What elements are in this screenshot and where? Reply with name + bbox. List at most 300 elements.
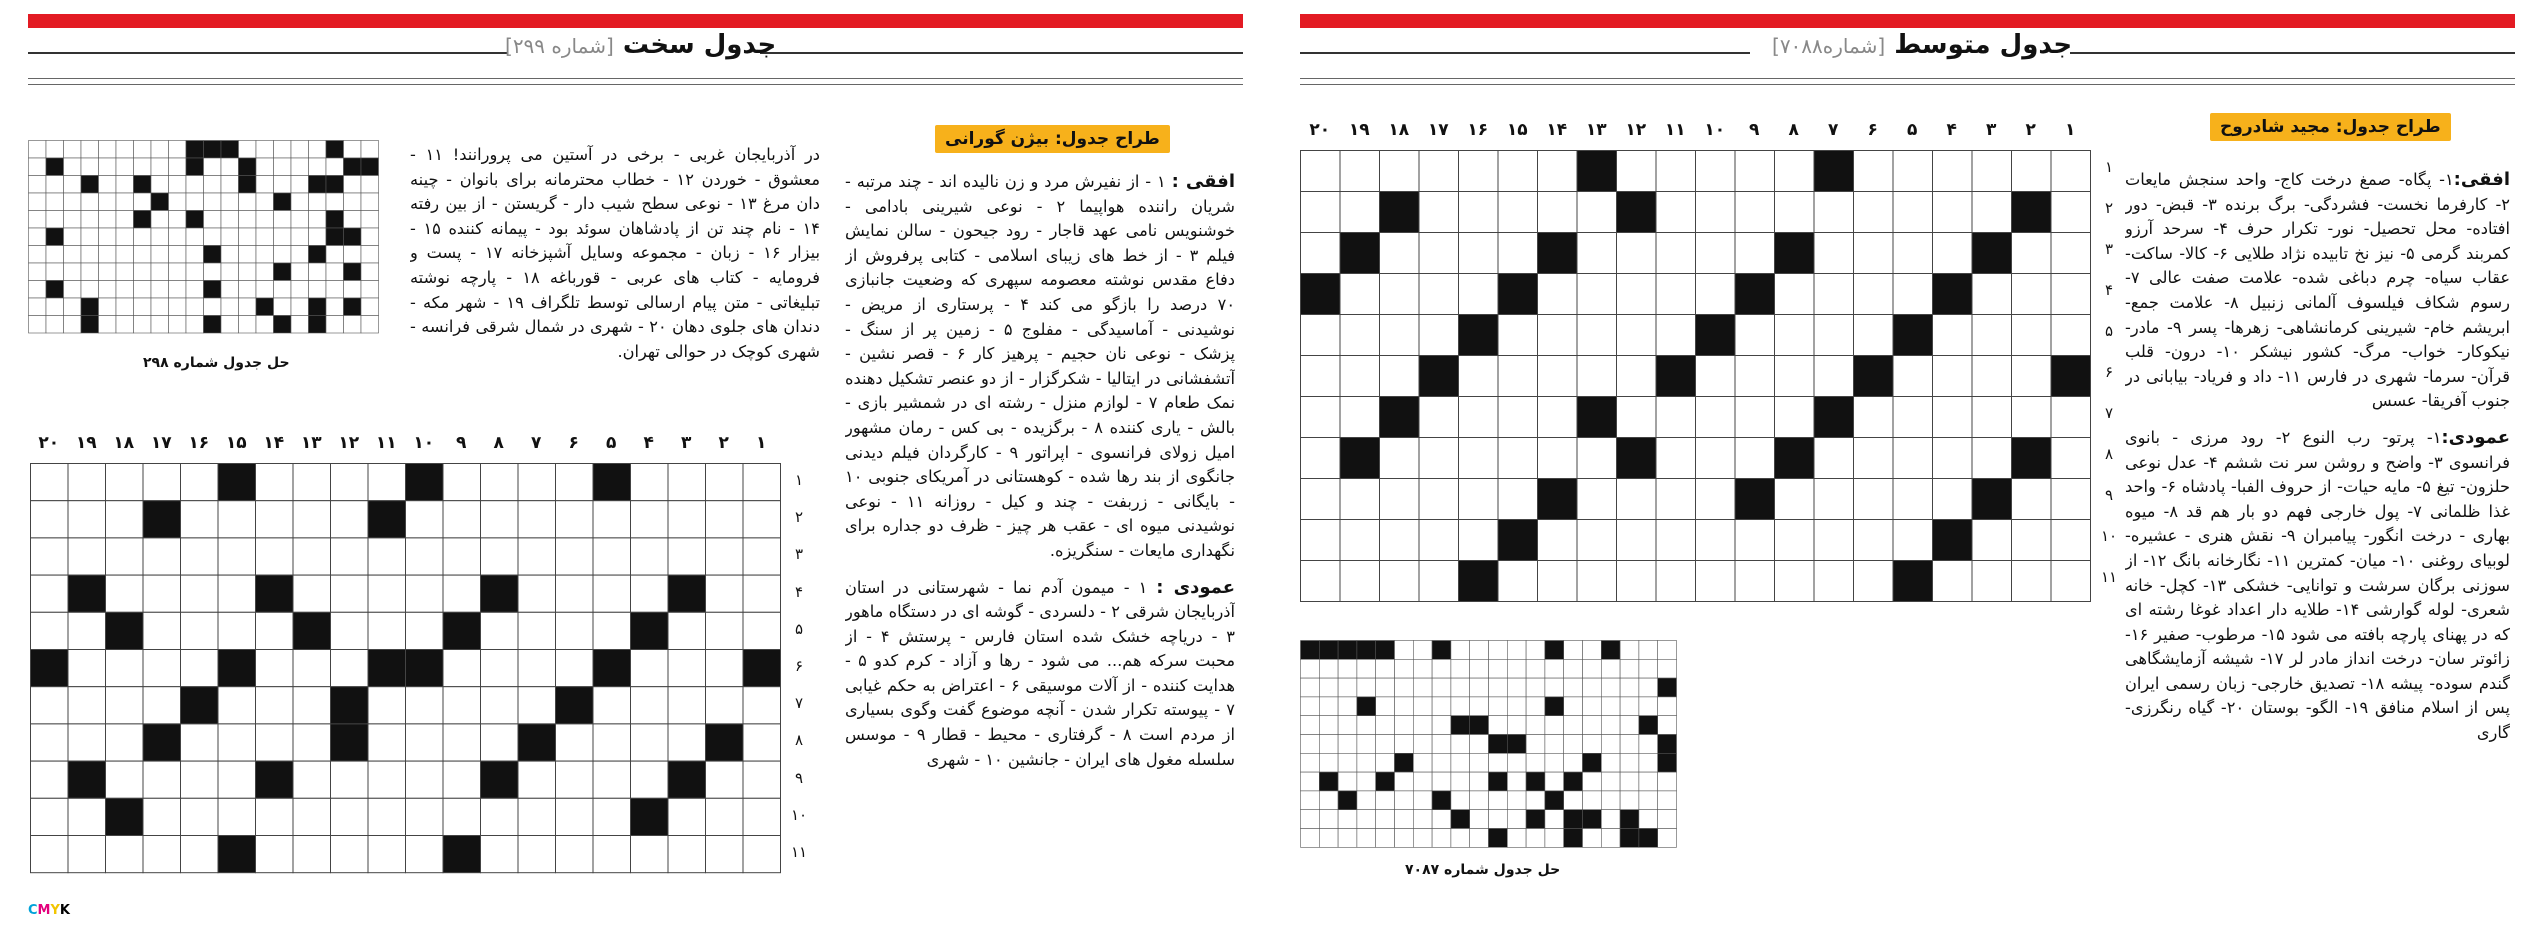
white-cell[interactable] bbox=[668, 538, 706, 575]
white-cell[interactable] bbox=[481, 464, 519, 501]
white-cell[interactable] bbox=[293, 538, 331, 575]
white-cell[interactable] bbox=[1577, 233, 1617, 274]
white-cell[interactable] bbox=[331, 798, 369, 835]
white-cell[interactable] bbox=[1340, 274, 1380, 315]
white-cell[interactable] bbox=[593, 836, 631, 873]
white-cell[interactable] bbox=[293, 798, 331, 835]
white-cell[interactable] bbox=[1419, 397, 1459, 438]
white-cell[interactable] bbox=[1735, 356, 1775, 397]
white-cell[interactable] bbox=[406, 501, 444, 538]
white-cell[interactable] bbox=[518, 612, 556, 649]
white-cell[interactable] bbox=[368, 464, 406, 501]
white-cell[interactable] bbox=[293, 687, 331, 724]
white-cell[interactable] bbox=[1340, 151, 1380, 192]
white-cell[interactable] bbox=[406, 612, 444, 649]
white-cell[interactable] bbox=[406, 687, 444, 724]
white-cell[interactable] bbox=[1617, 520, 1657, 561]
white-cell[interactable] bbox=[1617, 151, 1657, 192]
white-cell[interactable] bbox=[1301, 356, 1341, 397]
white-cell[interactable] bbox=[631, 538, 669, 575]
white-cell[interactable] bbox=[1735, 151, 1775, 192]
white-cell[interactable] bbox=[631, 575, 669, 612]
white-cell[interactable] bbox=[1972, 192, 2012, 233]
white-cell[interactable] bbox=[106, 724, 144, 761]
white-cell[interactable] bbox=[1893, 274, 1933, 315]
white-cell[interactable] bbox=[106, 761, 144, 798]
white-cell[interactable] bbox=[1380, 233, 1420, 274]
white-cell[interactable] bbox=[1419, 233, 1459, 274]
white-cell[interactable] bbox=[743, 724, 781, 761]
white-cell[interactable] bbox=[631, 650, 669, 687]
white-cell[interactable] bbox=[1854, 520, 1894, 561]
white-cell[interactable] bbox=[256, 464, 294, 501]
white-cell[interactable] bbox=[2051, 192, 2091, 233]
white-cell[interactable] bbox=[1854, 274, 1894, 315]
white-cell[interactable] bbox=[593, 687, 631, 724]
white-cell[interactable] bbox=[293, 724, 331, 761]
white-cell[interactable] bbox=[1498, 315, 1538, 356]
white-cell[interactable] bbox=[518, 650, 556, 687]
white-cell[interactable] bbox=[743, 687, 781, 724]
white-cell[interactable] bbox=[1380, 315, 1420, 356]
white-cell[interactable] bbox=[1893, 356, 1933, 397]
white-cell[interactable] bbox=[631, 836, 669, 873]
white-cell[interactable] bbox=[1459, 151, 1499, 192]
white-cell[interactable] bbox=[2051, 438, 2091, 479]
white-cell[interactable] bbox=[256, 687, 294, 724]
white-cell[interactable] bbox=[1814, 520, 1854, 561]
white-cell[interactable] bbox=[2051, 274, 2091, 315]
white-cell[interactable] bbox=[331, 501, 369, 538]
white-cell[interactable] bbox=[1301, 315, 1341, 356]
white-cell[interactable] bbox=[218, 761, 256, 798]
white-cell[interactable] bbox=[218, 687, 256, 724]
white-cell[interactable] bbox=[706, 575, 744, 612]
white-cell[interactable] bbox=[1380, 356, 1420, 397]
white-cell[interactable] bbox=[68, 724, 106, 761]
white-cell[interactable] bbox=[143, 612, 181, 649]
white-cell[interactable] bbox=[593, 575, 631, 612]
white-cell[interactable] bbox=[106, 575, 144, 612]
white-cell[interactable] bbox=[406, 798, 444, 835]
white-cell[interactable] bbox=[31, 724, 69, 761]
white-cell[interactable] bbox=[443, 724, 481, 761]
white-cell[interactable] bbox=[1340, 561, 1380, 602]
white-cell[interactable] bbox=[2051, 479, 2091, 520]
white-cell[interactable] bbox=[1933, 192, 1973, 233]
white-cell[interactable] bbox=[2012, 233, 2052, 274]
white-cell[interactable] bbox=[1419, 438, 1459, 479]
white-cell[interactable] bbox=[1577, 315, 1617, 356]
white-cell[interactable] bbox=[2051, 561, 2091, 602]
white-cell[interactable] bbox=[1498, 151, 1538, 192]
white-cell[interactable] bbox=[556, 761, 594, 798]
white-cell[interactable] bbox=[143, 464, 181, 501]
white-cell[interactable] bbox=[1893, 151, 1933, 192]
white-cell[interactable] bbox=[181, 538, 219, 575]
white-cell[interactable] bbox=[31, 501, 69, 538]
white-cell[interactable] bbox=[1933, 356, 1973, 397]
white-cell[interactable] bbox=[1419, 315, 1459, 356]
white-cell[interactable] bbox=[143, 575, 181, 612]
white-cell[interactable] bbox=[1419, 479, 1459, 520]
white-cell[interactable] bbox=[1340, 397, 1380, 438]
white-cell[interactable] bbox=[668, 501, 706, 538]
white-cell[interactable] bbox=[593, 798, 631, 835]
white-cell[interactable] bbox=[1617, 397, 1657, 438]
white-cell[interactable] bbox=[1656, 397, 1696, 438]
white-cell[interactable] bbox=[143, 798, 181, 835]
white-cell[interactable] bbox=[1301, 397, 1341, 438]
white-cell[interactable] bbox=[1617, 274, 1657, 315]
white-cell[interactable] bbox=[1538, 397, 1578, 438]
white-cell[interactable] bbox=[706, 836, 744, 873]
white-cell[interactable] bbox=[1735, 397, 1775, 438]
white-cell[interactable] bbox=[181, 798, 219, 835]
white-cell[interactable] bbox=[593, 724, 631, 761]
white-cell[interactable] bbox=[518, 687, 556, 724]
white-cell[interactable] bbox=[1814, 438, 1854, 479]
white-cell[interactable] bbox=[1735, 520, 1775, 561]
white-cell[interactable] bbox=[1498, 192, 1538, 233]
white-cell[interactable] bbox=[1854, 397, 1894, 438]
white-cell[interactable] bbox=[331, 575, 369, 612]
white-cell[interactable] bbox=[706, 538, 744, 575]
white-cell[interactable] bbox=[481, 501, 519, 538]
white-cell[interactable] bbox=[1893, 397, 1933, 438]
white-cell[interactable] bbox=[1498, 356, 1538, 397]
white-cell[interactable] bbox=[1301, 233, 1341, 274]
white-cell[interactable] bbox=[1656, 233, 1696, 274]
white-cell[interactable] bbox=[1893, 520, 1933, 561]
white-cell[interactable] bbox=[1301, 561, 1341, 602]
white-cell[interactable] bbox=[593, 501, 631, 538]
white-cell[interactable] bbox=[1696, 561, 1736, 602]
white-cell[interactable] bbox=[556, 724, 594, 761]
white-cell[interactable] bbox=[631, 501, 669, 538]
white-cell[interactable] bbox=[443, 650, 481, 687]
white-cell[interactable] bbox=[293, 464, 331, 501]
white-cell[interactable] bbox=[1340, 192, 1380, 233]
white-cell[interactable] bbox=[1459, 274, 1499, 315]
white-cell[interactable] bbox=[1577, 561, 1617, 602]
white-cell[interactable] bbox=[68, 538, 106, 575]
white-cell[interactable] bbox=[556, 501, 594, 538]
white-cell[interactable] bbox=[293, 650, 331, 687]
white-cell[interactable] bbox=[293, 575, 331, 612]
white-cell[interactable] bbox=[2012, 356, 2052, 397]
white-cell[interactable] bbox=[1933, 561, 1973, 602]
white-cell[interactable] bbox=[1972, 520, 2012, 561]
white-cell[interactable] bbox=[556, 464, 594, 501]
white-cell[interactable] bbox=[256, 650, 294, 687]
white-cell[interactable] bbox=[518, 798, 556, 835]
white-cell[interactable] bbox=[256, 836, 294, 873]
white-cell[interactable] bbox=[1538, 274, 1578, 315]
white-cell[interactable] bbox=[1933, 397, 1973, 438]
white-cell[interactable] bbox=[406, 538, 444, 575]
white-cell[interactable] bbox=[143, 538, 181, 575]
white-cell[interactable] bbox=[1498, 233, 1538, 274]
white-cell[interactable] bbox=[1854, 151, 1894, 192]
white-cell[interactable] bbox=[1577, 438, 1617, 479]
white-cell[interactable] bbox=[368, 687, 406, 724]
white-cell[interactable] bbox=[181, 761, 219, 798]
white-cell[interactable] bbox=[1498, 438, 1538, 479]
white-cell[interactable] bbox=[143, 687, 181, 724]
white-cell[interactable] bbox=[1775, 520, 1815, 561]
white-cell[interactable] bbox=[1301, 438, 1341, 479]
white-cell[interactable] bbox=[256, 538, 294, 575]
white-cell[interactable] bbox=[1538, 192, 1578, 233]
white-cell[interactable] bbox=[1696, 356, 1736, 397]
white-cell[interactable] bbox=[106, 464, 144, 501]
white-cell[interactable] bbox=[1814, 315, 1854, 356]
white-cell[interactable] bbox=[1972, 151, 2012, 192]
white-cell[interactable] bbox=[631, 464, 669, 501]
white-cell[interactable] bbox=[2012, 561, 2052, 602]
white-cell[interactable] bbox=[743, 798, 781, 835]
white-cell[interactable] bbox=[1696, 233, 1736, 274]
white-cell[interactable] bbox=[1577, 274, 1617, 315]
white-cell[interactable] bbox=[368, 575, 406, 612]
white-cell[interactable] bbox=[1814, 233, 1854, 274]
white-cell[interactable] bbox=[368, 836, 406, 873]
white-cell[interactable] bbox=[1933, 151, 1973, 192]
white-cell[interactable] bbox=[218, 538, 256, 575]
white-cell[interactable] bbox=[31, 464, 69, 501]
white-cell[interactable] bbox=[256, 724, 294, 761]
white-cell[interactable] bbox=[1775, 356, 1815, 397]
white-cell[interactable] bbox=[406, 836, 444, 873]
white-cell[interactable] bbox=[1617, 233, 1657, 274]
white-cell[interactable] bbox=[2051, 233, 2091, 274]
white-cell[interactable] bbox=[1972, 397, 2012, 438]
white-cell[interactable] bbox=[1459, 356, 1499, 397]
white-cell[interactable] bbox=[1775, 274, 1815, 315]
white-cell[interactable] bbox=[1656, 479, 1696, 520]
white-cell[interactable] bbox=[1656, 151, 1696, 192]
white-cell[interactable] bbox=[443, 538, 481, 575]
white-cell[interactable] bbox=[331, 464, 369, 501]
white-cell[interactable] bbox=[1972, 438, 2012, 479]
white-cell[interactable] bbox=[1893, 192, 1933, 233]
white-cell[interactable] bbox=[106, 687, 144, 724]
white-cell[interactable] bbox=[1854, 192, 1894, 233]
white-cell[interactable] bbox=[706, 798, 744, 835]
white-cell[interactable] bbox=[481, 836, 519, 873]
white-cell[interactable] bbox=[668, 464, 706, 501]
white-cell[interactable] bbox=[2012, 520, 2052, 561]
white-cell[interactable] bbox=[1498, 561, 1538, 602]
white-cell[interactable] bbox=[1735, 192, 1775, 233]
white-cell[interactable] bbox=[143, 650, 181, 687]
white-cell[interactable] bbox=[2051, 520, 2091, 561]
white-cell[interactable] bbox=[1419, 151, 1459, 192]
white-cell[interactable] bbox=[1775, 315, 1815, 356]
white-cell[interactable] bbox=[1854, 438, 1894, 479]
white-cell[interactable] bbox=[143, 761, 181, 798]
white-cell[interactable] bbox=[1854, 479, 1894, 520]
white-cell[interactable] bbox=[331, 836, 369, 873]
white-cell[interactable] bbox=[256, 798, 294, 835]
white-cell[interactable] bbox=[1419, 561, 1459, 602]
white-cell[interactable] bbox=[1340, 479, 1380, 520]
white-cell[interactable] bbox=[1656, 438, 1696, 479]
white-cell[interactable] bbox=[1617, 561, 1657, 602]
white-cell[interactable] bbox=[1577, 520, 1617, 561]
white-cell[interactable] bbox=[1854, 315, 1894, 356]
white-cell[interactable] bbox=[31, 575, 69, 612]
white-cell[interactable] bbox=[443, 798, 481, 835]
white-cell[interactable] bbox=[706, 650, 744, 687]
white-cell[interactable] bbox=[31, 687, 69, 724]
white-cell[interactable] bbox=[1775, 561, 1815, 602]
white-cell[interactable] bbox=[2012, 274, 2052, 315]
white-cell[interactable] bbox=[368, 538, 406, 575]
white-cell[interactable] bbox=[668, 798, 706, 835]
white-cell[interactable] bbox=[1459, 192, 1499, 233]
white-cell[interactable] bbox=[1696, 397, 1736, 438]
white-cell[interactable] bbox=[1498, 397, 1538, 438]
white-cell[interactable] bbox=[631, 687, 669, 724]
white-cell[interactable] bbox=[1696, 520, 1736, 561]
white-cell[interactable] bbox=[631, 724, 669, 761]
white-cell[interactable] bbox=[481, 798, 519, 835]
white-cell[interactable] bbox=[1735, 233, 1775, 274]
white-cell[interactable] bbox=[181, 501, 219, 538]
white-cell[interactable] bbox=[706, 612, 744, 649]
white-cell[interactable] bbox=[1380, 520, 1420, 561]
white-cell[interactable] bbox=[331, 650, 369, 687]
white-cell[interactable] bbox=[481, 538, 519, 575]
white-cell[interactable] bbox=[1301, 520, 1341, 561]
white-cell[interactable] bbox=[631, 761, 669, 798]
white-cell[interactable] bbox=[443, 687, 481, 724]
white-cell[interactable] bbox=[31, 761, 69, 798]
white-cell[interactable] bbox=[743, 501, 781, 538]
white-cell[interactable] bbox=[1933, 438, 1973, 479]
white-cell[interactable] bbox=[368, 761, 406, 798]
white-cell[interactable] bbox=[1972, 315, 2012, 356]
white-cell[interactable] bbox=[31, 798, 69, 835]
white-cell[interactable] bbox=[143, 836, 181, 873]
white-cell[interactable] bbox=[1656, 192, 1696, 233]
white-cell[interactable] bbox=[556, 798, 594, 835]
white-cell[interactable] bbox=[481, 724, 519, 761]
white-cell[interactable] bbox=[106, 836, 144, 873]
white-cell[interactable] bbox=[481, 650, 519, 687]
white-cell[interactable] bbox=[1380, 479, 1420, 520]
white-cell[interactable] bbox=[181, 724, 219, 761]
white-cell[interactable] bbox=[1617, 315, 1657, 356]
white-cell[interactable] bbox=[68, 612, 106, 649]
white-cell[interactable] bbox=[1735, 315, 1775, 356]
white-cell[interactable] bbox=[293, 761, 331, 798]
white-cell[interactable] bbox=[1933, 233, 1973, 274]
white-cell[interactable] bbox=[556, 575, 594, 612]
white-cell[interactable] bbox=[1814, 479, 1854, 520]
white-cell[interactable] bbox=[406, 575, 444, 612]
white-cell[interactable] bbox=[1538, 356, 1578, 397]
white-cell[interactable] bbox=[668, 724, 706, 761]
white-cell[interactable] bbox=[1893, 438, 1933, 479]
white-cell[interactable] bbox=[1933, 479, 1973, 520]
white-cell[interactable] bbox=[68, 798, 106, 835]
white-cell[interactable] bbox=[1459, 397, 1499, 438]
white-cell[interactable] bbox=[1696, 192, 1736, 233]
white-cell[interactable] bbox=[1972, 356, 2012, 397]
white-cell[interactable] bbox=[518, 575, 556, 612]
white-cell[interactable] bbox=[1577, 356, 1617, 397]
white-cell[interactable] bbox=[1538, 315, 1578, 356]
white-cell[interactable] bbox=[1972, 561, 2012, 602]
white-cell[interactable] bbox=[1972, 274, 2012, 315]
white-cell[interactable] bbox=[1656, 561, 1696, 602]
white-cell[interactable] bbox=[368, 724, 406, 761]
white-cell[interactable] bbox=[1380, 151, 1420, 192]
white-cell[interactable] bbox=[31, 612, 69, 649]
white-cell[interactable] bbox=[556, 612, 594, 649]
white-cell[interactable] bbox=[68, 501, 106, 538]
white-cell[interactable] bbox=[1854, 561, 1894, 602]
white-cell[interactable] bbox=[331, 612, 369, 649]
white-cell[interactable] bbox=[181, 612, 219, 649]
white-cell[interactable] bbox=[1854, 233, 1894, 274]
white-cell[interactable] bbox=[1696, 438, 1736, 479]
white-cell[interactable] bbox=[1617, 479, 1657, 520]
white-cell[interactable] bbox=[518, 538, 556, 575]
white-cell[interactable] bbox=[256, 612, 294, 649]
white-cell[interactable] bbox=[1538, 520, 1578, 561]
white-cell[interactable] bbox=[106, 538, 144, 575]
white-cell[interactable] bbox=[181, 464, 219, 501]
white-cell[interactable] bbox=[1577, 479, 1617, 520]
white-cell[interactable] bbox=[2051, 315, 2091, 356]
white-cell[interactable] bbox=[706, 687, 744, 724]
white-cell[interactable] bbox=[2012, 397, 2052, 438]
white-cell[interactable] bbox=[368, 798, 406, 835]
white-cell[interactable] bbox=[1459, 479, 1499, 520]
white-cell[interactable] bbox=[31, 538, 69, 575]
white-cell[interactable] bbox=[1577, 192, 1617, 233]
white-cell[interactable] bbox=[556, 836, 594, 873]
white-cell[interactable] bbox=[1419, 274, 1459, 315]
white-cell[interactable] bbox=[218, 575, 256, 612]
white-cell[interactable] bbox=[293, 501, 331, 538]
white-cell[interactable] bbox=[518, 761, 556, 798]
white-cell[interactable] bbox=[181, 650, 219, 687]
white-cell[interactable] bbox=[1419, 520, 1459, 561]
white-cell[interactable] bbox=[706, 501, 744, 538]
white-cell[interactable] bbox=[743, 538, 781, 575]
white-cell[interactable] bbox=[1656, 315, 1696, 356]
white-cell[interactable] bbox=[1301, 192, 1341, 233]
white-cell[interactable] bbox=[1775, 192, 1815, 233]
white-cell[interactable] bbox=[1380, 561, 1420, 602]
white-cell[interactable] bbox=[68, 464, 106, 501]
white-cell[interactable] bbox=[668, 612, 706, 649]
white-cell[interactable] bbox=[1459, 438, 1499, 479]
white-cell[interactable] bbox=[1340, 356, 1380, 397]
white-cell[interactable] bbox=[2012, 151, 2052, 192]
white-cell[interactable] bbox=[1538, 438, 1578, 479]
white-cell[interactable] bbox=[181, 836, 219, 873]
white-cell[interactable] bbox=[2012, 479, 2052, 520]
white-cell[interactable] bbox=[743, 464, 781, 501]
white-cell[interactable] bbox=[1696, 274, 1736, 315]
white-cell[interactable] bbox=[1814, 192, 1854, 233]
